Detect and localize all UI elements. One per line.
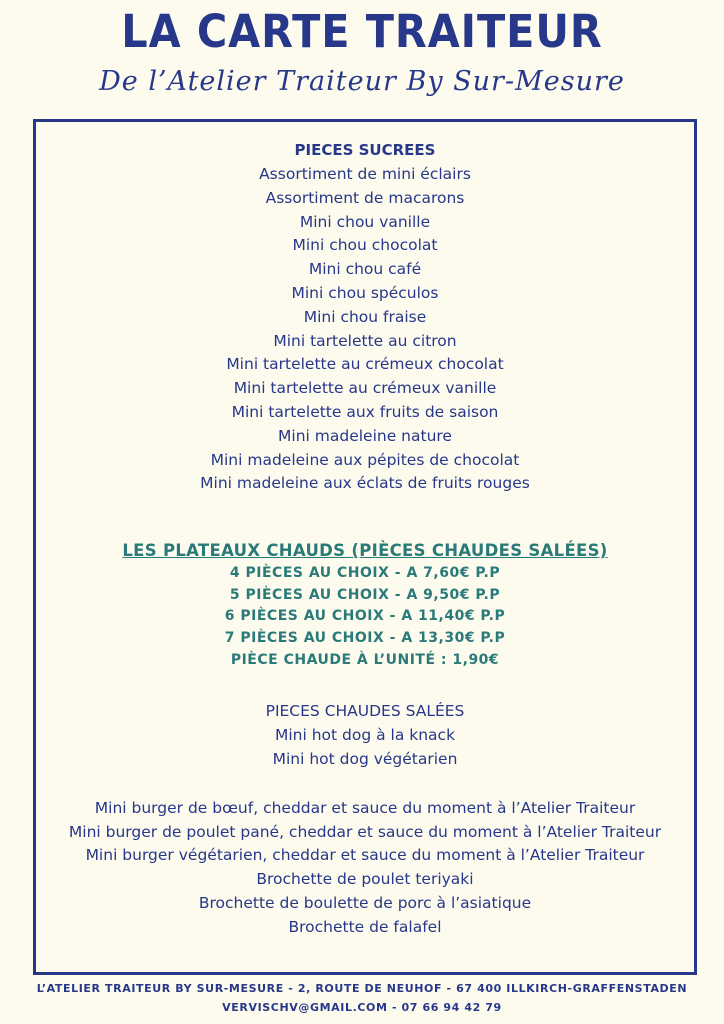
list-item: Mini madeleine aux éclats de fruits rouges bbox=[200, 474, 530, 493]
list-item: Assortiment de macarons bbox=[265, 188, 465, 207]
list-item: Mini hot dog à la knack bbox=[274, 726, 456, 745]
sweet-list bbox=[36, 163, 694, 496]
list-item: Mini tartelette au crémeux vanille bbox=[233, 379, 497, 398]
price-line: 5 PIÈCES AU CHOIX - A 9,50€ P.P bbox=[229, 586, 501, 603]
list-item: Mini tartelette au citron bbox=[273, 331, 457, 350]
price-line: 6 PIÈCES AU CHOIX - A 11,40€ P.P bbox=[224, 608, 506, 625]
savory-list-a bbox=[36, 724, 694, 772]
footer-contact: VERVISCHV@GMAIL.COM - 07 66 94 42 79 bbox=[222, 1001, 502, 1014]
hot-trays-heading: LES PLATEAUX CHAUDS (PIÈCES CHAUDES SALÉES) bbox=[122, 541, 608, 561]
list-item: Mini chou fraise bbox=[303, 307, 427, 326]
list-item: Mini chou chocolat bbox=[292, 236, 438, 255]
savory-list-b bbox=[36, 797, 694, 940]
list-item: Brochette de poulet teriyaki bbox=[256, 870, 474, 889]
footer-address: L’ATELIER TRAITEUR BY SUR-MESURE - 2, ROUTE DE NEUHOF - 67 400 ILLKIRCH-GRAFFENSTADEN bbox=[36, 982, 688, 995]
list-item: Mini hot dog végétarien bbox=[272, 749, 458, 768]
list-item: Brochette de falafel bbox=[288, 917, 442, 936]
savory-heading: PIECES CHAUDES SALÉES bbox=[265, 702, 465, 721]
list-item: Brochette de boulette de porc à l’asiatique bbox=[198, 893, 532, 912]
page-title: LA CARTE TRAITEUR bbox=[121, 5, 603, 58]
page-subtitle: De l’Atelier Traiteur By Sur-Mesure bbox=[99, 66, 625, 97]
sweet-heading: PIECES SUCREES bbox=[294, 141, 436, 159]
hot-trays-pricing bbox=[36, 563, 694, 671]
list-item: Mini burger de poulet pané, cheddar et sauce du moment à l’Atelier Traiteur bbox=[68, 822, 662, 841]
list-item: Mini burger végétarien, cheddar et sauce du moment à l’Atelier Traiteur bbox=[85, 846, 645, 865]
price-line: PIÈCE CHAUDE À L’UNITÉ : 1,90€ bbox=[230, 651, 500, 668]
list-item: Mini chou vanille bbox=[299, 212, 431, 231]
list-item: Mini tartelette aux fruits de saison bbox=[231, 402, 499, 421]
list-item: Mini madeleine aux pépites de chocolat bbox=[210, 450, 520, 469]
spacer bbox=[36, 772, 694, 797]
list-item: Mini madeleine nature bbox=[278, 426, 452, 445]
menu-content bbox=[36, 137, 694, 940]
price-line: 4 PIÈCES AU CHOIX - A 7,60€ P.P bbox=[229, 565, 501, 582]
list-item: Assortiment de mini éclairs bbox=[259, 165, 471, 183]
list-item: Mini burger de bœuf, cheddar et sauce du moment à l’Atelier Traiteur bbox=[94, 798, 636, 817]
list-item: Mini tartelette au crémeux chocolat bbox=[226, 355, 504, 374]
price-line: 7 PIÈCES AU CHOIX - A 13,30€ P.P bbox=[224, 629, 506, 646]
list-item: Mini chou spéculos bbox=[291, 283, 439, 302]
list-item: Mini chou café bbox=[308, 260, 422, 279]
